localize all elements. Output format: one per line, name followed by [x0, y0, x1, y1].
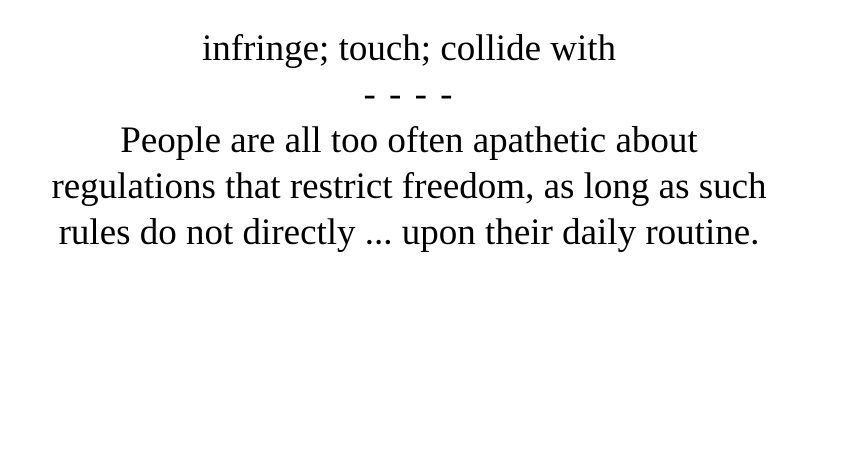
definition-text: infringe; touch; collide with	[201, 28, 617, 69]
divider: - - - -	[363, 74, 455, 115]
flashcard	[0, 26, 818, 256]
example-sentence: People are all too often apathetic about regulations that restrict freedom, as long as such rules do not directly ... upon their daily routine.	[51, 120, 767, 253]
